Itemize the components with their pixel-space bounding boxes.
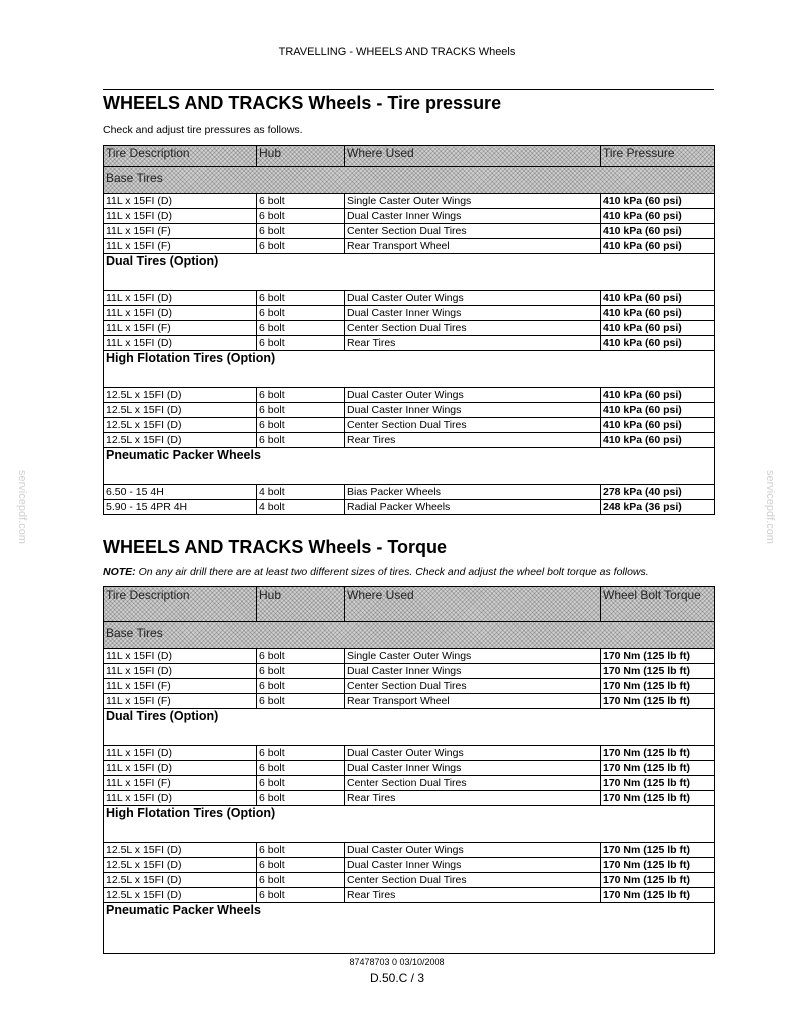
table-cell: 170 Nm (125 lb ft) <box>601 664 715 679</box>
table-cell: Rear Transport Wheel <box>345 694 601 709</box>
table-cell: 6 bolt <box>257 694 345 709</box>
table-row <box>104 873 715 888</box>
table-row <box>104 776 715 791</box>
group-label: High Flotation Tires (Option) <box>104 351 715 382</box>
table-row <box>104 679 715 694</box>
running-header: TRAVELLING - WHEELS AND TRACKS Wheels <box>278 46 516 58</box>
table-cell: 170 Nm (125 lb ft) <box>601 746 715 761</box>
table-cell: 410 kPa (60 psi) <box>601 388 715 403</box>
group-label: Dual Tires (Option) <box>104 709 715 740</box>
table-cell: 6 bolt <box>257 291 345 306</box>
group-label: Dual Tires (Option) <box>104 254 715 285</box>
table-cell: 170 Nm (125 lb ft) <box>601 791 715 806</box>
group-header-row <box>104 254 715 285</box>
table-row <box>104 664 715 679</box>
table-cell: 6 bolt <box>257 761 345 776</box>
table-cell: 170 Nm (125 lb ft) <box>601 843 715 858</box>
table-cell: 6 bolt <box>257 224 345 239</box>
table-cell: 6 bolt <box>257 649 345 664</box>
table-cell: 11L x 15FI (F) <box>104 776 257 791</box>
table-cell: Center Section Dual Tires <box>345 679 601 694</box>
table-cell: 410 kPa (60 psi) <box>601 209 715 224</box>
table-cell: 6 bolt <box>257 418 345 433</box>
table-cell: 6 bolt <box>257 433 345 448</box>
table-row <box>104 224 715 239</box>
table-cell: Single Caster Outer Wings <box>345 194 601 209</box>
table-cell: 4 bolt <box>257 485 345 500</box>
table-cell: 12.5L x 15FI (D) <box>104 403 257 418</box>
table-cell: 410 kPa (60 psi) <box>601 336 715 351</box>
table-row <box>104 209 715 224</box>
table-row <box>104 403 715 418</box>
table-cell: 6 bolt <box>257 306 345 321</box>
group-header-row <box>104 448 715 479</box>
table-cell: 11L x 15FI (D) <box>104 209 257 224</box>
table-cell: 170 Nm (125 lb ft) <box>601 873 715 888</box>
table-cell: 6 bolt <box>257 209 345 224</box>
table-row <box>104 418 715 433</box>
table-row <box>104 239 715 254</box>
table-cell: Rear Tires <box>345 791 601 806</box>
table-cell: 11L x 15FI (D) <box>104 649 257 664</box>
tire-pressure-intro: Check and adjust tire pressures as follows. <box>103 124 303 136</box>
header-rule <box>103 89 714 90</box>
table-cell: 11L x 15FI (F) <box>104 224 257 239</box>
table-cell: 11L x 15FI (F) <box>104 321 257 336</box>
table-row <box>104 761 715 776</box>
table-row <box>104 888 715 903</box>
table-cell: 6 bolt <box>257 791 345 806</box>
table-cell: 6 bolt <box>257 776 345 791</box>
table-cell: Dual Caster Outer Wings <box>345 843 601 858</box>
table-cell: 5.90 - 15 4PR 4H <box>104 500 257 515</box>
table-cell: Center Section Dual Tires <box>345 776 601 791</box>
doc-number: 87478703 0 03/10/2008 <box>349 957 445 967</box>
table-cell: 11L x 15FI (D) <box>104 746 257 761</box>
table-cell: Dual Caster Outer Wings <box>345 746 601 761</box>
table-cell: 6 bolt <box>257 873 345 888</box>
watermark-right: servicepdf.com <box>764 470 776 544</box>
table-row <box>104 306 715 321</box>
table-cell: 6 bolt <box>257 888 345 903</box>
table-cell: 12.5L x 15FI (D) <box>104 418 257 433</box>
table-cell: 11L x 15FI (D) <box>104 664 257 679</box>
table-cell: 12.5L x 15FI (D) <box>104 888 257 903</box>
tire-pressure-title: WHEELS AND TRACKS Wheels - Tire pressure <box>103 93 502 113</box>
table-cell: 12.5L x 15FI (D) <box>104 843 257 858</box>
table-cell: 410 kPa (60 psi) <box>601 306 715 321</box>
column-header: Hub <box>257 587 345 622</box>
table-cell: 278 kPa (40 psi) <box>601 485 715 500</box>
group-header-row <box>104 709 715 740</box>
table-cell: 6 bolt <box>257 388 345 403</box>
table-row <box>104 858 715 873</box>
table-cell: 410 kPa (60 psi) <box>601 433 715 448</box>
table-row <box>104 649 715 664</box>
column-header: Tire Description <box>104 146 257 167</box>
column-header: Where Used <box>345 146 601 167</box>
group-header-row <box>104 903 715 934</box>
table-cell: Dual Caster Inner Wings <box>345 664 601 679</box>
table-cell: 170 Nm (125 lb ft) <box>601 649 715 664</box>
group-label: Pneumatic Packer Wheels <box>104 448 715 479</box>
table-cell: 12.5L x 15FI (D) <box>104 873 257 888</box>
group-header-row <box>104 806 715 837</box>
footer-rule <box>103 953 714 954</box>
table-cell: 11L x 15FI (D) <box>104 291 257 306</box>
table-cell: 11L x 15FI (F) <box>104 694 257 709</box>
table-row <box>104 485 715 500</box>
table-row <box>104 388 715 403</box>
table-cell: 170 Nm (125 lb ft) <box>601 858 715 873</box>
table-cell: Dual Caster Outer Wings <box>345 388 601 403</box>
table-cell: 11L x 15FI (F) <box>104 679 257 694</box>
table-cell: 170 Nm (125 lb ft) <box>601 761 715 776</box>
table-cell: 6 bolt <box>257 746 345 761</box>
table-cell: 6 bolt <box>257 403 345 418</box>
group-label: Pneumatic Packer Wheels <box>104 903 715 934</box>
table-cell: 410 kPa (60 psi) <box>601 239 715 254</box>
table-cell: 6 bolt <box>257 239 345 254</box>
table-cell: 11L x 15FI (D) <box>104 791 257 806</box>
column-header: Tire Pressure <box>601 146 715 167</box>
table-cell: 11L x 15FI (D) <box>104 306 257 321</box>
torque-note <box>103 566 649 578</box>
group-header-row <box>104 622 715 649</box>
table-row <box>104 321 715 336</box>
group-header-row <box>104 351 715 382</box>
table-cell: Dual Caster Inner Wings <box>345 403 601 418</box>
table-cell: Center Section Dual Tires <box>345 418 601 433</box>
table-cell: 11L x 15FI (D) <box>104 194 257 209</box>
table-row <box>104 746 715 761</box>
table-row <box>104 291 715 306</box>
table-cell: 410 kPa (60 psi) <box>601 194 715 209</box>
column-header: Hub <box>257 146 345 167</box>
table-cell: 11L x 15FI (F) <box>104 239 257 254</box>
table-cell: 170 Nm (125 lb ft) <box>601 694 715 709</box>
table-row <box>104 843 715 858</box>
table-row <box>104 336 715 351</box>
table-cell: Rear Tires <box>345 433 601 448</box>
table-cell: 410 kPa (60 psi) <box>601 403 715 418</box>
table-row <box>104 791 715 806</box>
table-cell: 170 Nm (125 lb ft) <box>601 776 715 791</box>
table-cell: 410 kPa (60 psi) <box>601 224 715 239</box>
group-label: High Flotation Tires (Option) <box>104 806 715 837</box>
group-header-row <box>104 167 715 194</box>
note-text: On any air drill there are at least two different sizes of tires. Check and adjust the wheel bolt torque as follows. <box>135 566 649 578</box>
empty-cell <box>104 939 715 954</box>
table-row <box>104 194 715 209</box>
group-label: Base Tires <box>104 167 715 194</box>
table-cell: Center Section Dual Tires <box>345 321 601 336</box>
table-row <box>104 500 715 515</box>
table-cell: 410 kPa (60 psi) <box>601 418 715 433</box>
group-label: Base Tires <box>104 622 715 649</box>
table-cell: 11L x 15FI (D) <box>104 761 257 776</box>
table-cell: Dual Caster Inner Wings <box>345 761 601 776</box>
column-header: Wheel Bolt Torque <box>601 587 715 622</box>
table-cell: Rear Tires <box>345 336 601 351</box>
table-cell: Radial Packer Wheels <box>345 500 601 515</box>
table-cell: 11L x 15FI (D) <box>104 336 257 351</box>
table-cell: 6.50 - 15 4H <box>104 485 257 500</box>
table-cell: 170 Nm (125 lb ft) <box>601 888 715 903</box>
torque-table <box>103 586 715 954</box>
table-cell: 12.5L x 15FI (D) <box>104 433 257 448</box>
table-header-row <box>104 587 715 622</box>
table-cell: 410 kPa (60 psi) <box>601 291 715 306</box>
note-label: NOTE: <box>103 566 136 578</box>
table-cell: Rear Tires <box>345 888 601 903</box>
table-cell: 12.5L x 15FI (D) <box>104 858 257 873</box>
column-header: Where Used <box>345 587 601 622</box>
table-row <box>104 433 715 448</box>
watermark-left: servicepdf.com <box>16 470 28 544</box>
table-cell: 12.5L x 15FI (D) <box>104 388 257 403</box>
tire-pressure-table <box>103 145 715 515</box>
torque-title: WHEELS AND TRACKS Wheels - Torque <box>103 537 448 557</box>
table-cell: Dual Caster Inner Wings <box>345 858 601 873</box>
table-cell: 410 kPa (60 psi) <box>601 321 715 336</box>
table-cell: Single Caster Outer Wings <box>345 649 601 664</box>
table-cell: 248 kPa (36 psi) <box>601 500 715 515</box>
empty-row <box>104 939 715 954</box>
table-cell: Rear Transport Wheel <box>345 239 601 254</box>
table-cell: Center Section Dual Tires <box>345 224 601 239</box>
table-cell: Dual Caster Inner Wings <box>345 306 601 321</box>
table-cell: 4 bolt <box>257 500 345 515</box>
table-row <box>104 694 715 709</box>
table-cell: 6 bolt <box>257 679 345 694</box>
table-cell: Dual Caster Inner Wings <box>345 209 601 224</box>
table-cell: 6 bolt <box>257 858 345 873</box>
table-cell: 6 bolt <box>257 194 345 209</box>
table-header-row <box>104 146 715 167</box>
table-cell: Dual Caster Outer Wings <box>345 291 601 306</box>
table-cell: Bias Packer Wheels <box>345 485 601 500</box>
table-cell: 6 bolt <box>257 336 345 351</box>
table-cell: Center Section Dual Tires <box>345 873 601 888</box>
page-number: D.50.C / 3 <box>369 971 425 985</box>
table-cell: 6 bolt <box>257 843 345 858</box>
table-cell: 170 Nm (125 lb ft) <box>601 679 715 694</box>
table-cell: 6 bolt <box>257 664 345 679</box>
table-cell: 6 bolt <box>257 321 345 336</box>
column-header: Tire Description <box>104 587 257 622</box>
